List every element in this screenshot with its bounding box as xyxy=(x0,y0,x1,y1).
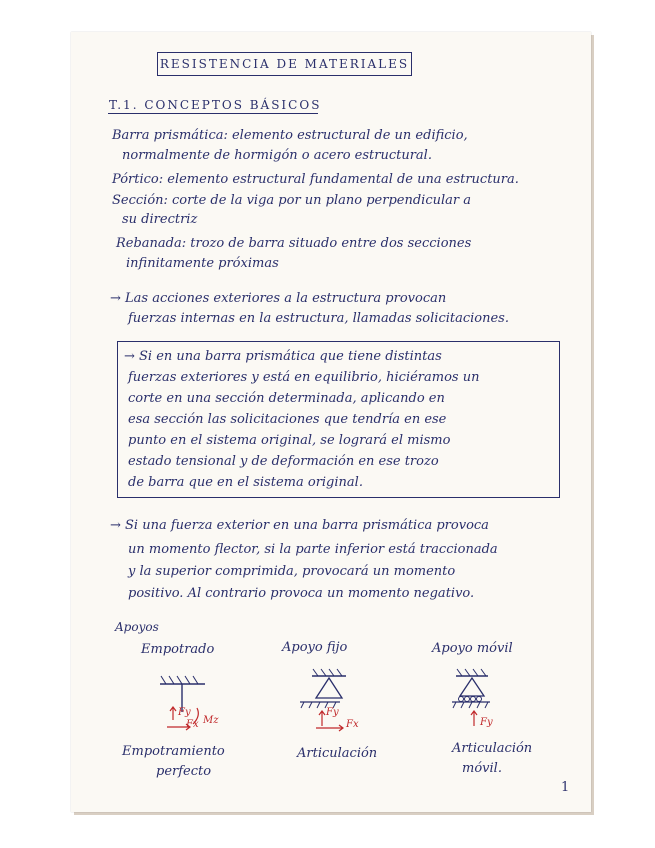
section-underline xyxy=(108,113,318,114)
support-label-top: Empotrado xyxy=(141,642,215,657)
bullet-line: → Si una fuerza exterior en una barra prismática provoca xyxy=(110,518,489,533)
boxed-note-line: punto en el sistema original, se logrará el mismo xyxy=(128,433,451,448)
force-fy-label: Fy xyxy=(178,707,191,718)
definition-line: su directriz xyxy=(122,212,198,227)
support-label-bottom: móvil. xyxy=(462,761,502,776)
boxed-note-line: esa sección las solicitaciones que tendría en ese xyxy=(128,412,447,427)
moment-mz-label: Mz xyxy=(203,715,219,726)
boxed-note-line: de barra que en el sistema original. xyxy=(128,475,363,490)
boxed-note-line: → Si en una barra prismática que tiene distintas xyxy=(124,349,442,364)
bullet-line: → Las acciones exteriores a la estructura provocan xyxy=(110,291,447,306)
section-heading: T.1. CONCEPTOS BÁSICOS xyxy=(109,98,322,112)
definition-line: normalmente de hormigón o acero estructural. xyxy=(122,148,432,163)
force-fy-label: Fy xyxy=(326,707,339,718)
support-label-bottom: Articulación xyxy=(297,746,378,761)
definition-line: Pórtico: elemento estructural fundamental de una estructura. xyxy=(112,172,519,187)
supports-heading: Apoyos xyxy=(115,620,159,634)
definition-line: Sección: corte de la viga por un plano perpendicular a xyxy=(112,193,471,208)
support-label-top: Apoyo fijo xyxy=(282,640,348,655)
bullet-line: fuerzas internas en la estructura, llamadas solicitaciones. xyxy=(128,311,509,326)
definition-line: infinitamente próximas xyxy=(126,256,279,271)
support-label-bottom: Articulación xyxy=(452,741,533,756)
bullet-line: positivo. Al contrario provoca un momento negativo. xyxy=(128,586,475,601)
boxed-note-line: corte en una sección determinada, aplicando en xyxy=(128,391,445,406)
force-fy-label: Fy xyxy=(480,717,493,728)
force-fx-label: Fx xyxy=(346,719,359,730)
force-fx-label: Fx xyxy=(186,719,199,730)
definition-line: Rebanada: trozo de barra situado entre dos secciones xyxy=(116,236,472,251)
document-title: RESISTENCIA DE MATERIALES xyxy=(157,52,412,76)
support-label-top: Apoyo móvil xyxy=(432,641,513,656)
bullet-line: un momento flector, si la parte inferior está traccionada xyxy=(128,542,498,557)
boxed-note-line: fuerzas exteriores y está en equilibrio, hiciéramos un xyxy=(128,370,480,385)
page-number: 1 xyxy=(561,780,570,795)
boxed-note-line: estado tensional y de deformación en ese trozo xyxy=(128,454,439,469)
support-label-bottom: perfecto xyxy=(156,764,212,779)
bullet-line: y la superior comprimida, provocará un momento xyxy=(128,564,456,579)
definition-line: Barra prismática: elemento estructural de un edificio, xyxy=(112,128,468,143)
support-label-bottom: Empotramiento xyxy=(122,744,225,759)
